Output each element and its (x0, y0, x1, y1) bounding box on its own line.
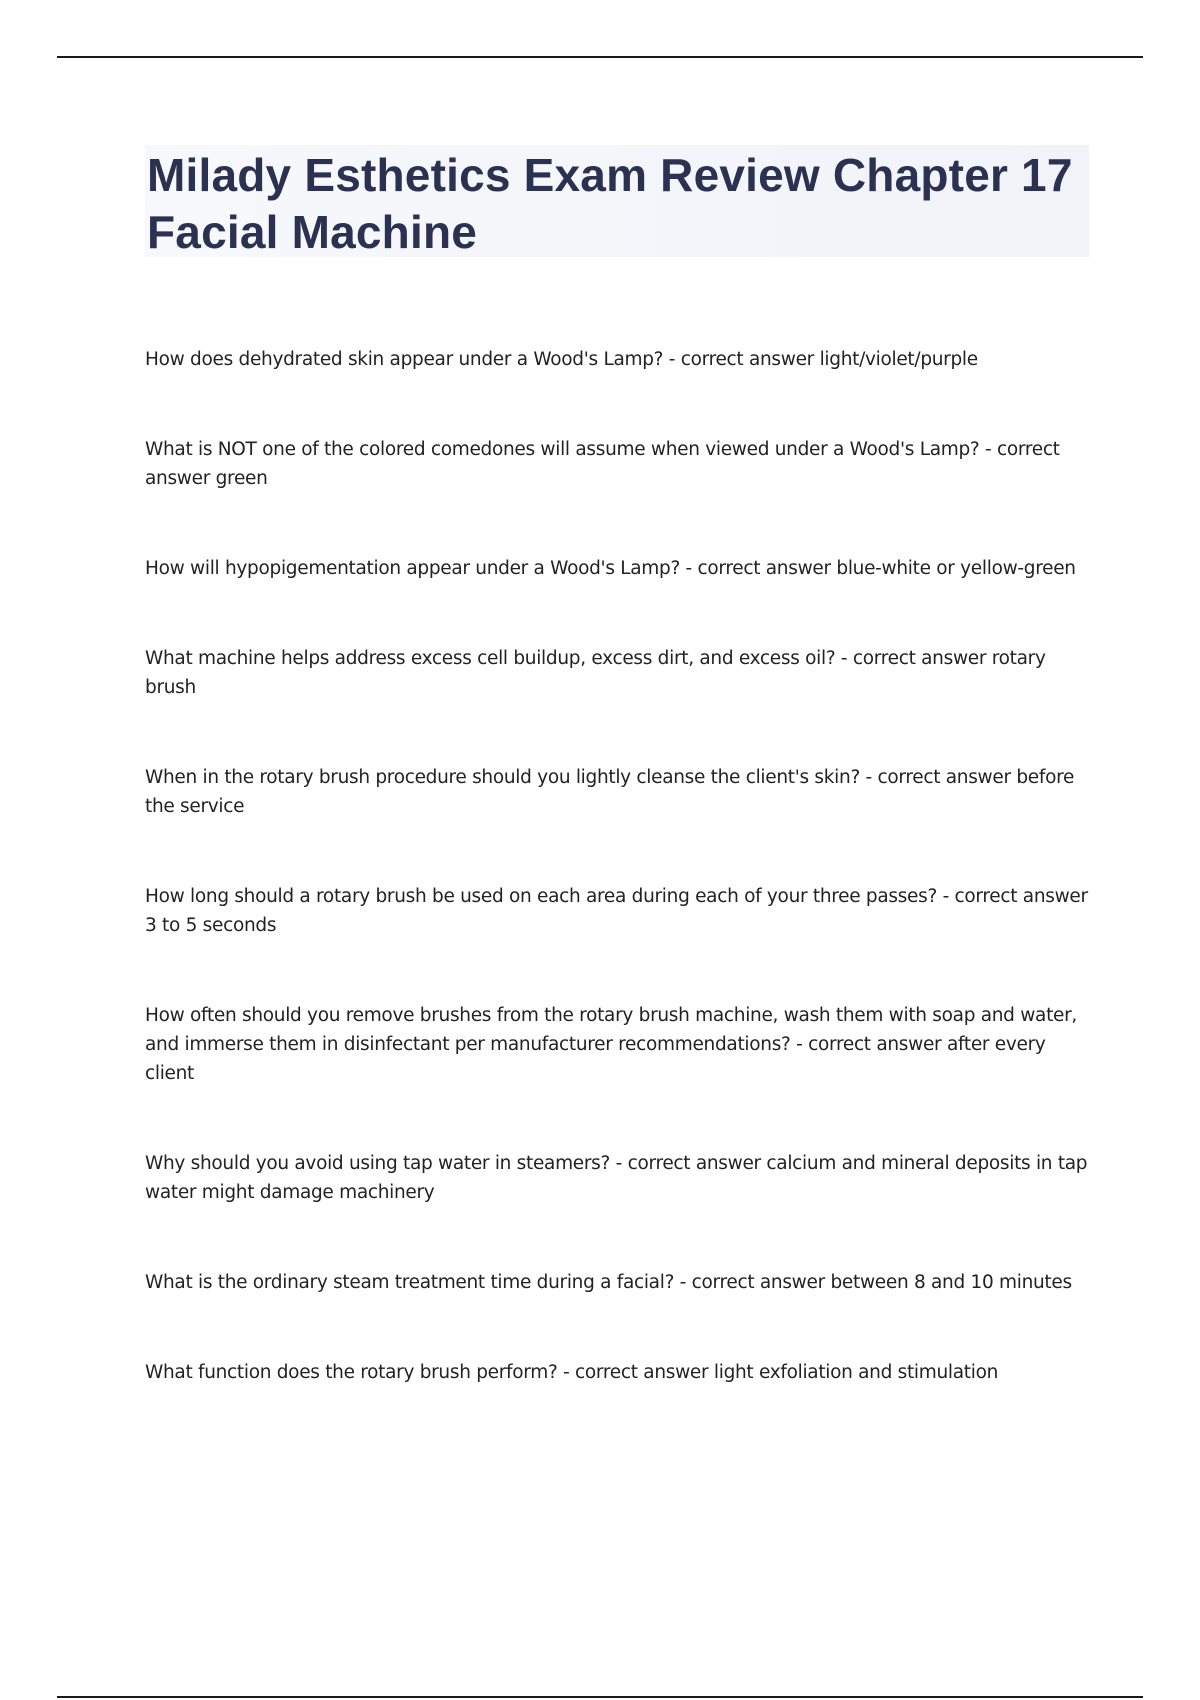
top-rule (57, 56, 1143, 58)
qa-item: Why should you avoid using tap water in steamers? - correct answer calcium and mineral deposits in tap water might damage machinery (145, 1153, 1088, 1203)
qa-item: What function does the rotary brush perform? - correct answer light exfoliation and stimulation (145, 1362, 999, 1383)
qa-item: How long should a rotary brush be used on each area during each of your three passes? - correct answer 3 to 5 seconds (145, 886, 1088, 936)
qa-item: How often should you remove brushes from the rotary brush machine, wash them with soap and water, and immerse them in disinfectant per manufacturer recommendations? - correct answer after every client (145, 1005, 1077, 1084)
bottom-rule (57, 1696, 1143, 1698)
title-block (145, 145, 1089, 257)
qa-item: How does dehydrated skin appear under a Wood's Lamp? - correct answer light/violet/purple (145, 349, 978, 370)
qa-item: How will hypopigementation appear under a Wood's Lamp? - correct answer blue-white or yellow-green (145, 558, 1076, 579)
qa-item: What is the ordinary steam treatment time during a facial? - correct answer between 8 and 10 minutes (145, 1272, 1072, 1293)
qa-item: When in the rotary brush procedure should you lightly cleanse the client's skin? - correct answer before the service (145, 767, 1075, 817)
qa-item: What is NOT one of the colored comedones will assume when viewed under a Wood's Lamp? - correct answer green (145, 439, 1060, 489)
qa-list (145, 345, 1089, 1448)
page-title: Milady Esthetics Exam Review Chapter 17 Facial Machine (147, 149, 1073, 258)
qa-item: What machine helps address excess cell buildup, excess dirt, and excess oil? - correct answer rotary brush (145, 648, 1046, 698)
